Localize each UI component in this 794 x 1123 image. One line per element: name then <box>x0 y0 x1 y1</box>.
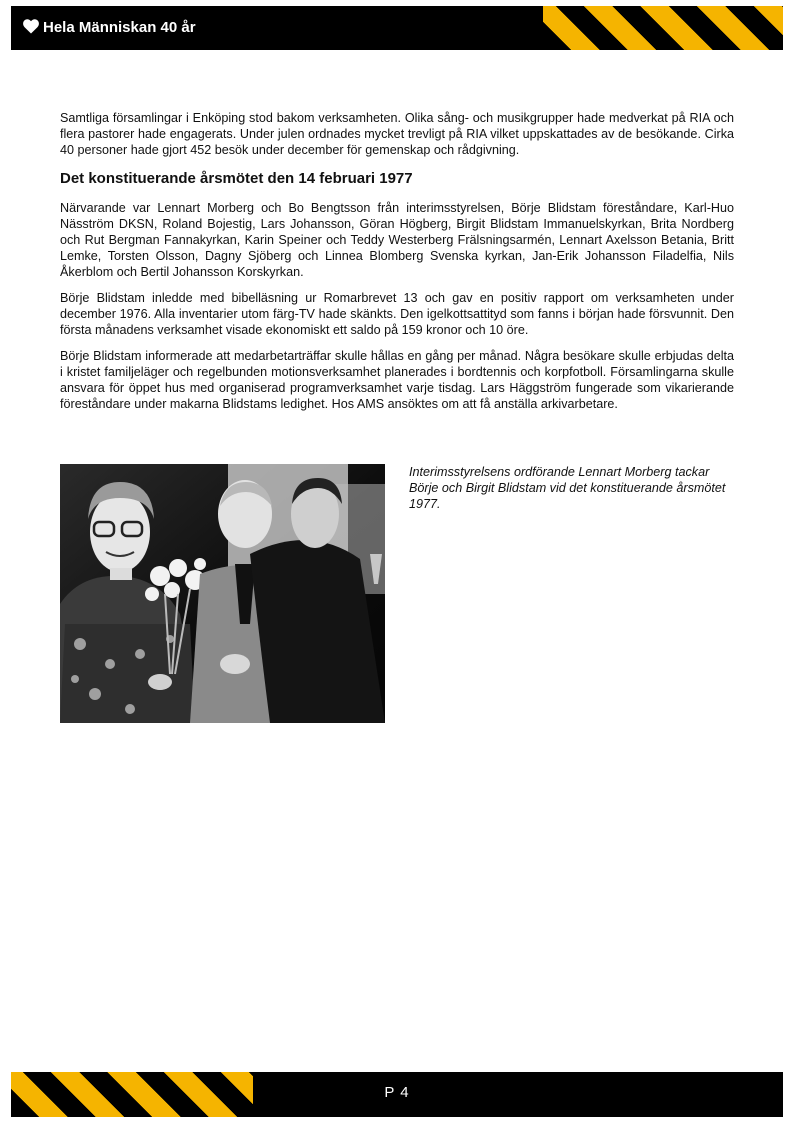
footer-bar <box>11 1072 783 1117</box>
header-bar <box>11 6 783 50</box>
hazard-stripes-top <box>543 6 783 50</box>
header-title <box>23 6 196 50</box>
intro-paragraph: Samtliga församlingar i Enköping stod bakom verksamheten. Olika sång- och musikgrupper hade medverkat på RIA och flera pastorer hade engagerats. Under julen ordnades mycket trevligt på RIA vilket uppskattades av de besökande. Cirka 40 personer hade gjort 452 besök under december för gemenskap och rådgivning. <box>60 111 734 157</box>
paragraph: Närvarande var Lennart Morberg och Bo Bengtsson från interimsstyrelsen, Börje Blidstam föreståndare, Karl-Huo Näsström DKSN, Roland Bojestig, Lars Johansson, Göran Högberg, Birgit Blidstam Immanuelskyrkan, Brita Nordberg och Rut Bergman Fannakyrkan, Karin Speiner och Teddy Westerberg Frälsningsarmén, Lennart Axelsson Betania, Britt Lemke, Torsten Olsson, Dagny Sjöberg och Linnea Blomberg Svenska kyrkan, Jan-Erik Johansson Filadelfia, Nils Åkerblom och Bertil Johansson Korskyrkan. <box>60 201 734 279</box>
photo-caption: Interimsstyrelsens ordförande Lennart Morberg tackar Börje och Birgit Blidstam vid det konstituerande årsmötet 1977. <box>409 465 726 511</box>
article-body <box>60 110 734 422</box>
page-number: P 4 <box>384 1084 410 1101</box>
section-heading: Det konstituerande årsmötet den 14 februari 1977 <box>60 170 413 187</box>
heart-icon <box>23 19 39 34</box>
paragraph: Börje Blidstam informerade att medarbetarträffar skulle hållas en gång per månad. Några besökare skulle erbjudas delta i kristet familjeläger och regelbunden motionsverksamhet planerades i bordtennis och korpfotboll. Församlingarna skulle ansvara för öppet hus med organiserad programverksamhet varje tisdag. Lars Häggström fungerade som vikarierande föreståndare under makarna Blidstams ledighet. Hos AMS ansöktes om att få anställa arkivarbetare. <box>60 349 734 411</box>
paragraph: Börje Blidstam inledde med bibelläsning ur Romarbrevet 13 och gav en positiv rapport om verksamheten under december 1976. Alla inventarier utom färg-TV hade skänkts. Den igelkottsattityd som fanns i början hade försvunnit. Den första månadens verksamhet visade ekonomiskt ett saldo på 159 kronor och 10 öre. <box>60 291 734 337</box>
header-title-text: Hela Människan 40 år <box>43 19 196 36</box>
historical-photo <box>60 464 385 723</box>
